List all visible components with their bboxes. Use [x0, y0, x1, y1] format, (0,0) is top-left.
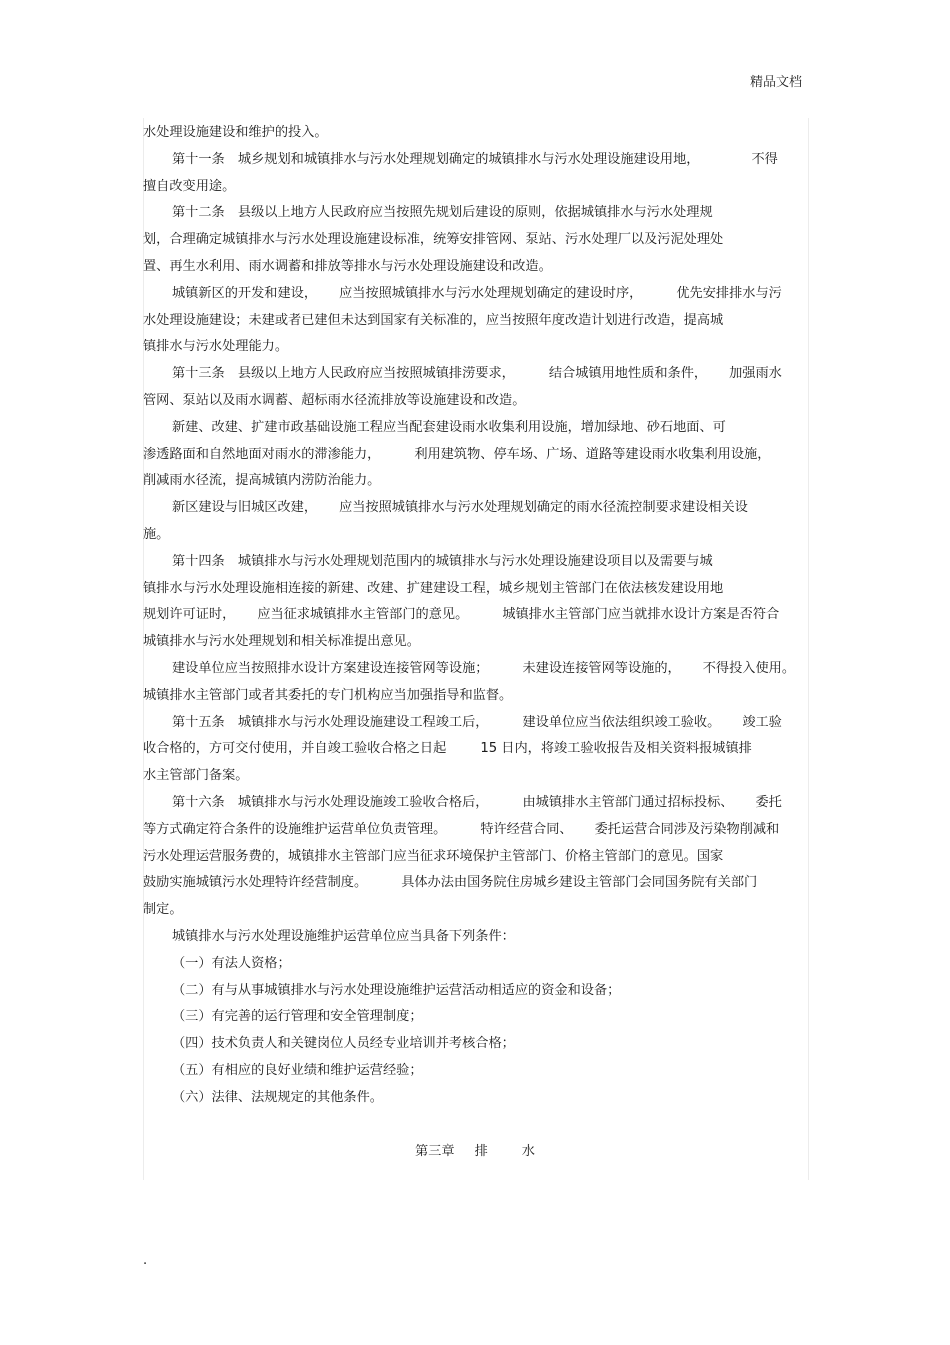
condition-item: （二）有与从事城镇排水与污水处理设施维护运营活动相适应的资金和设备；	[172, 982, 621, 998]
article-16-line-3: 污水处理运营服务费的，城镇排水主管部门应当征求环境保护主管部门、价格主管部门的意见。国家	[143, 848, 724, 864]
old-district-line-2: 施。	[143, 526, 170, 542]
article-14-line-4: 城镇排水与污水处理规划和相关标准提出意见。	[143, 634, 420, 650]
article-16-line-1: 第十六条 城镇排水与污水处理设施竣工验收合格后， 由城镇排水主管部门通过招标投标、 委托	[172, 794, 782, 810]
article-15-line-3: 水主管部门备案。	[143, 768, 249, 784]
rainwater-line-2: 渗透路面和自然地面对雨水的滞渗能力， 利用建筑物、停车场、广场、道路等建设雨水收集利用设施，	[143, 446, 771, 462]
article-11-line-2: 擅自改变用途。	[143, 178, 236, 194]
article-12-line-2: 划，合理确定城镇排水与污水处理设施建设标准，统筹安排管网、泵站、污水处理厂以及污泥处理处	[143, 232, 724, 248]
connection-line-2: 城镇排水主管部门或者其委托的专门机构应当加强指导和监督。	[143, 687, 513, 703]
article-14-line-1: 第十四条 城镇排水与污水处理规划范围内的城镇排水与污水处理设施建设项目以及需要与城	[172, 553, 713, 569]
rainwater-line-1: 新建、改建、扩建市政基础设施工程应当配套建设雨水收集利用设施，增加绿地、砂石地面、可	[172, 419, 726, 435]
condition-item: （四）技术负责人和关键岗位人员经专业培训并考核合格；	[172, 1036, 515, 1052]
article-12-line-1: 第十二条 县级以上地方人民政府应当按照先规划后建设的原则，依据城镇排水与污水处理规	[172, 205, 713, 221]
new-district-line-1: 城镇新区的开发和建设， 应当按照城镇排水与污水处理规划确定的建设时序， 优先安排排水与污	[172, 285, 782, 301]
chapter-title-part: 排	[474, 1144, 488, 1159]
article-15-line-1: 第十五条 城镇排水与污水处理设施建设工程竣工后， 建设单位应当依法组织竣工验收。 竣工验	[172, 714, 782, 730]
condition-item: （六）法律、法规规定的其他条件。	[172, 1089, 383, 1105]
old-district-line-1: 新区建设与旧城区改建， 应当按照城镇排水与污水处理规划确定的雨水径流控制要求建设相关设	[172, 500, 748, 516]
connection-line-1: 建设单位应当按照排水设计方案建设连接管网等设施； 未建设连接管网等设施的， 不得投入使用。	[172, 660, 796, 676]
new-district-line-3: 镇排水与污水处理能力。	[143, 339, 289, 355]
condition-item: （三）有完善的运行管理和安全管理制度；	[172, 1009, 423, 1025]
article-14-line-2: 镇排水与污水处理设施相连接的新建、改建、扩建建设工程，城乡规划主管部门在依法核发建设用地	[143, 580, 724, 596]
condition-item: （一）有法人资格；	[172, 955, 291, 971]
conditions-intro: 城镇排水与污水处理设施维护运营单位应当具备下列条件：	[172, 928, 515, 944]
chapter-heading	[0, 1140, 950, 1159]
chapter-number: 第三章	[415, 1144, 455, 1159]
article-16-line-4: 鼓励实施城镇污水处理特许经营制度。 具体办法由国务院住房城乡建设主管部门会同国务院有关部门	[143, 875, 758, 891]
article-16-line-2: 等方式确定符合条件的设施维护运营单位负责管理。 特许经营合同、 委托运营合同涉及污染物削减和	[143, 821, 780, 837]
page-header-label: 精品文档	[749, 75, 802, 90]
article-13-line-1: 第十三条 县级以上地方人民政府应当按照城镇排涝要求， 结合城镇用地性质和条件， 加强雨水	[172, 366, 782, 382]
paragraph-line: 水处理设施建设和维护的投入。	[143, 125, 328, 140]
article-13-line-2: 管网、泵站以及雨水调蓄、超标雨水径流排放等设施建设和改造。	[143, 392, 526, 408]
article-16-line-5: 制定。	[143, 902, 183, 918]
article-11-line-1: 第十一条 城乡规划和城镇排水与污水处理规划确定的城镇排水与污水处理设施建设用地， 不得	[172, 151, 778, 167]
condition-item: （五）有相应的良好业绩和维护运营经验；	[172, 1062, 423, 1078]
new-district-line-2: 水处理设施建设；未建或者已建但未达到国家有关标准的，应当按照年度改造计划进行改造，提高城	[143, 312, 724, 328]
document-body	[143, 120, 807, 1111]
footer-mark: .	[143, 1253, 148, 1268]
article-15-line-2: 收合格的，方可交付使用，并自竣工验收合格之日起 15 日内，将竣工验收报告及相关资料报城镇排	[143, 741, 752, 757]
article-14-line-3: 规划许可证时， 应当征求城镇排水主管部门的意见。 城镇排水主管部门应当就排水设计方案是否符合	[143, 607, 780, 623]
chapter-title-part: 水	[521, 1144, 535, 1159]
article-12-line-3: 置、再生水利用、雨水调蓄和排放等排水与污水处理设施建设和改造。	[143, 258, 552, 274]
rainwater-line-3: 削减雨水径流，提高城镇内涝防治能力。	[143, 473, 381, 489]
